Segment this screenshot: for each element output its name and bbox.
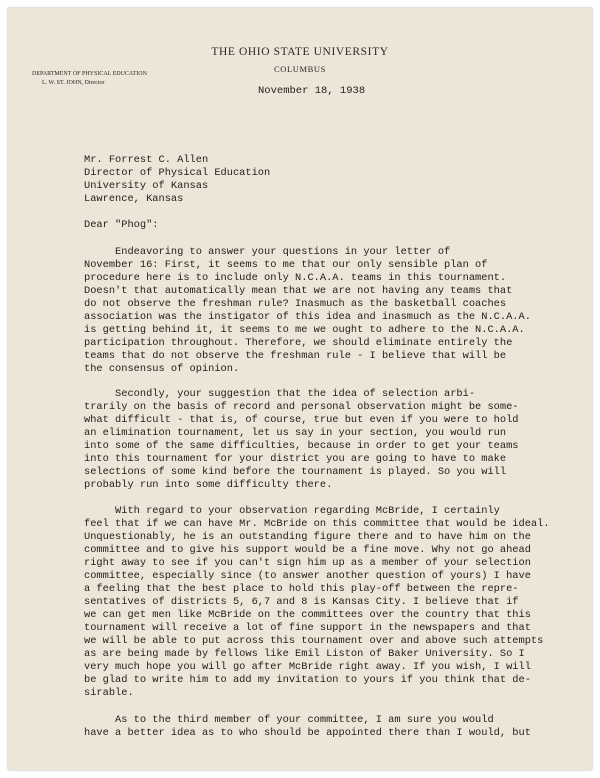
address-line: Mr. Forrest C. Allen <box>84 154 209 166</box>
body-line: we can get men like McBride on the committees over the country that this <box>84 609 531 621</box>
letter-date: November 18, 1938 <box>258 85 366 97</box>
body-line: association was the instigator of this idea and inasmuch as the N.C.A.A. <box>84 311 531 323</box>
body-line: Doesn't that automatically mean that we are not having any teams that <box>84 285 513 297</box>
letterhead-director: L. W. ST. JOHN, Director <box>42 80 105 86</box>
body-line: right away to see if you can't sign him up as a member of your selection <box>84 557 531 569</box>
body-line: selections of some kind before the tournament is played. So you will <box>84 466 507 478</box>
body-line: participation throughout. Therefore, we should eliminate entirely the <box>84 337 513 349</box>
body-line: sentatives of districts 5, 6,7 and 8 is Kansas City. I believe that if <box>84 596 519 608</box>
body-line: into this tournament for your district you are going to have to make <box>84 453 507 465</box>
body-line: the consensus of opinion. <box>84 363 240 375</box>
body-line: Unquestionably, he is an outstanding figure there and to have him on the <box>84 531 531 543</box>
body-line: probably run into some difficulty there. <box>84 479 333 491</box>
body-line: into some of the same difficulties, because in order to get your teams <box>84 440 519 452</box>
letterhead-institution: THE OHIO STATE UNIVERSITY <box>211 46 389 58</box>
address-line: Director of Physical Education <box>84 167 271 179</box>
body-line: committee, especially since (to answer another question of yours) I have <box>84 570 531 582</box>
body-line: trarily on the basis of record and personal observation might be some- <box>84 401 519 413</box>
letterhead-department: DEPARTMENT OF PHYSICAL EDUCATION <box>32 71 147 77</box>
body-line: As to the third member of your committee, I am sure you would <box>84 714 494 726</box>
body-line: what difficult - that is, of course, true but even if you were to hold <box>84 414 519 426</box>
body-line: do not observe the freshman rule? Inasmuch as the basketball coaches <box>84 298 507 310</box>
body-line: a feeling that the best place to hold this play-off between the repre- <box>84 583 519 595</box>
body-line: we will be able to put across this tournament over and above such attempts <box>84 635 544 647</box>
body-line: Secondly, your suggestion that the idea of selection arbi- <box>84 388 476 400</box>
letterhead-city: COLUMBUS <box>273 64 327 74</box>
body-line: an elimination tournament, let us say in your section, you would run <box>84 427 507 439</box>
body-line: teams that do not observe the freshman rule - I believe that will be <box>84 350 507 362</box>
body-line: Endeavoring to answer your questions in your letter of <box>84 246 451 258</box>
body-line: November 16: First, it seems to me that our only sensible plan of <box>84 259 488 271</box>
body-line: sirable. <box>84 687 134 699</box>
body-line: feel that if we can have Mr. McBride on this committee that would be ideal. <box>84 518 550 530</box>
salutation: Dear "Phog": <box>84 219 159 231</box>
body-line: tournament will receive a lot of fine support in the newspapers and that <box>84 622 531 634</box>
letter-page <box>8 8 592 770</box>
address-line: University of Kansas <box>84 180 209 192</box>
body-line: committee and to give his support would be a fine move. Why not go ahead <box>84 544 531 556</box>
body-line: very much hope you will go after McBride right away. If you wish, I will <box>84 661 531 673</box>
address-line: Lawrence, Kansas <box>84 193 184 205</box>
body-line: be glad to write him to add my invitation to yours if you think that de- <box>84 674 531 686</box>
body-line: as are being made by fellows like Emil Liston of Baker University. So I <box>84 648 525 660</box>
body-line: is getting behind it, it seems to me we ought to adhere to the N.C.A.A. <box>84 324 525 336</box>
body-line: have a better idea as to who should be appointed there than I would, but <box>84 727 531 739</box>
body-line: procedure here is to include only N.C.A.A. teams in this tournament. <box>84 272 507 284</box>
body-line: With regard to your observation regarding McBride, I certainly <box>84 505 500 517</box>
